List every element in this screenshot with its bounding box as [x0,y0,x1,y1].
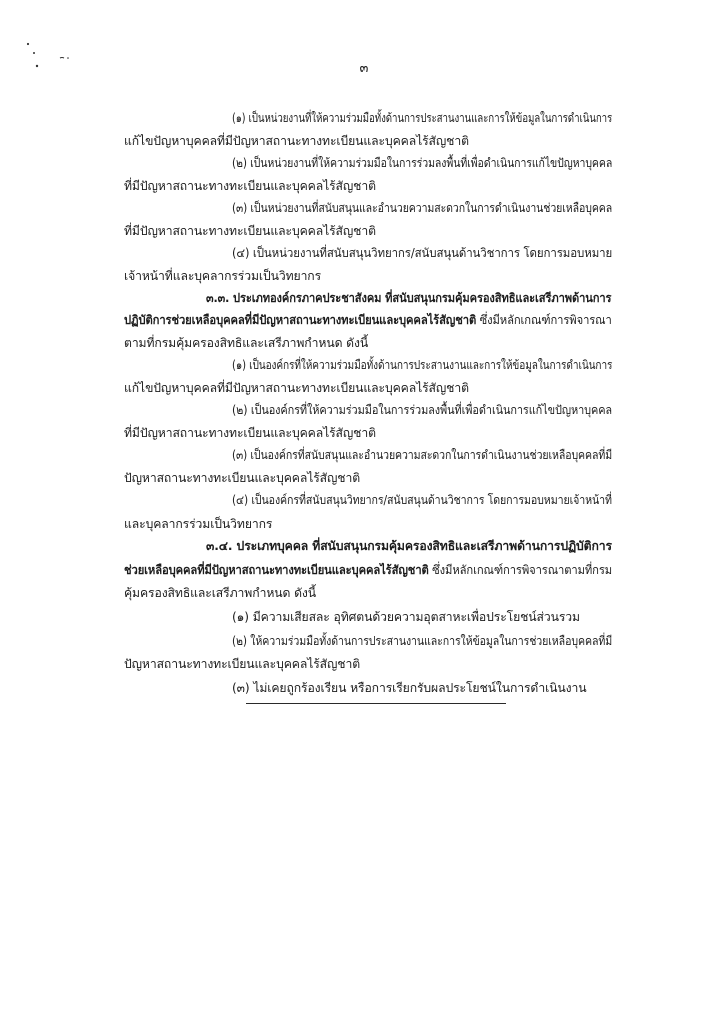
text-segment: แก้ไขปัญหาบุคคลที่มีปัญหาสถานะทางทะเบียนและบุคคลไร้สัญชาติ [124,134,469,148]
text-line [124,380,469,396]
bold-text-segment: ๓.๓. ประเภทองค์กรภาคประชาสังคม ที่สนับสนุนกรมคุ้มครองสิทธิและเสรีภาพด้านการ [206,291,612,305]
text-line [206,290,611,306]
bold-text-segment: ๓.๔. ประเภทบุคคล ที่สนับสนุนกรมคุ้มครองสิทธิและเสรีภาพด้านการปฏิบัติการ [206,539,612,553]
text-line [232,200,612,216]
text-segment: (๑) เป็นองค์กรที่ให้ความร่วมมือทั้งด้านการประสานงานและการให้ข้อมูลในการดำเนินการ [232,358,613,372]
text-line [124,425,376,441]
text-line [124,516,272,532]
text-line [232,245,612,261]
text-line [124,562,612,578]
bold-text-segment: ปฏิบัติการช่วยเหลือบุคคลที่มีปัญหาสถานะทางทะเบียนและบุคคลไร้สัญชาติ [124,313,477,327]
text-line [232,357,612,373]
text-segment: (๑) เป็นหน่วยงานที่ให้ความร่วมมือทั้งด้านการประสานงานและการให้ข้อมูลในการดำเนินการ [232,111,613,125]
text-segment: คุ้มครองสิทธิและเสรีภาพกำหนด ดังนี้ [124,586,316,600]
text-line [232,609,580,625]
text-line [124,312,612,328]
bold-text-segment: ช่วยเหลือบุคคลที่มีปัญหาสถานะทางทะเบียนและบุคคลไร้สัญชาติ [124,563,429,577]
text-line [124,335,368,351]
text-segment: เจ้าหน้าที่และบุคลากรร่วมเป็นวิทยากร [124,269,322,283]
text-line [124,133,469,149]
text-segment: (๒) ให้ความร่วมมือทั้งด้านการประสานงานและการให้ข้อมูลในการช่วยเหลือบุคคลที่มี [232,634,613,648]
text-segment: (๔) เป็นหน่วยงานที่สนับสนุนวิทยากร/สนับสนุนด้านวิชาการ โดยการมอบหมาย [232,246,613,260]
text-segment: (๔) เป็นองค์กรที่สนับสนุนวิทยากร/สนับสนุนด้านวิชาการ โดยการมอบหมายเจ้าหน้าที่ [232,493,612,507]
page-number: ๓ [359,61,369,76]
text-segment: ที่มีปัญหาสถานะทางทะเบียนและบุคคลไร้สัญชาติ [124,179,376,193]
text-segment: (๓) เป็นหน่วยงานที่สนับสนุนและอำนวยความสะดวกในการดำเนินงานช่วยเหลือบุคคล [232,201,613,215]
text-segment: (๒) เป็นหน่วยงานที่ให้ความร่วมมือในการร่วมลงพื้นที่เพื่อดำเนินการแก้ไขปัญหาบุคคล [232,156,613,170]
text-line [232,680,586,696]
text-line [232,402,612,418]
text-line [124,470,360,486]
text-segment: แก้ไขปัญหาบุคคลที่มีปัญหาสถานะทางทะเบียนและบุคคลไร้สัญชาติ [124,381,469,395]
text-line [232,110,612,126]
text-line [124,656,360,672]
text-segment: และบุคลากรร่วมเป็นวิทยากร [124,517,273,531]
text-line [124,585,316,601]
text-segment: ที่มีปัญหาสถานะทางทะเบียนและบุคคลไร้สัญชาติ [124,224,376,238]
text-segment: (๒) เป็นองค์กรที่ให้ความร่วมมือในการร่วมลงพื้นที่เพื่อดำเนินการแก้ไขปัญหาบุคคล [232,403,613,417]
text-segment: ปัญหาสถานะทางทะเบียนและบุคคลไร้สัญชาติ [124,471,361,485]
text-line [124,223,376,239]
text-segment: ที่มีปัญหาสถานะทางทะเบียนและบุคคลไร้สัญชาติ [124,426,376,440]
text-segment: ปัญหาสถานะทางทะเบียนและบุคคลไร้สัญชาติ [124,657,361,671]
text-segment: (๓) เป็นองค์กรที่สนับสนุนและอำนวยความสะดวกในการดำเนินงานช่วยเหลือบุคคลที่มี [232,448,613,462]
text-segment: (๓) ไม่เคยถูกร้องเรียน หรือการเรียกรับผลประโยชน์ในการดำเนินงาน [232,681,587,695]
text-line [232,633,612,649]
end-separator-line [246,703,506,704]
text-segment: ตามที่กรมคุ้มครองสิทธิและเสรีภาพกำหนด ดังนี้ [124,336,369,350]
text-line [232,447,612,463]
text-segment: ซึ่งมีหลักเกณฑ์การพิจารณาตามที่กรม [428,563,613,577]
text-segment: ซึ่งมีหลักเกณฑ์การพิจารณา [476,313,612,327]
text-line [232,492,612,508]
text-line [206,538,612,554]
scan-speck-marks [24,40,84,80]
text-line [124,178,376,194]
text-segment: (๑) มีความเสียสละ อุทิศตนด้วยความอุตสาหะเพื่อประโยชน์ส่วนรวม [232,610,580,624]
text-line [232,155,612,171]
text-line [124,268,321,284]
